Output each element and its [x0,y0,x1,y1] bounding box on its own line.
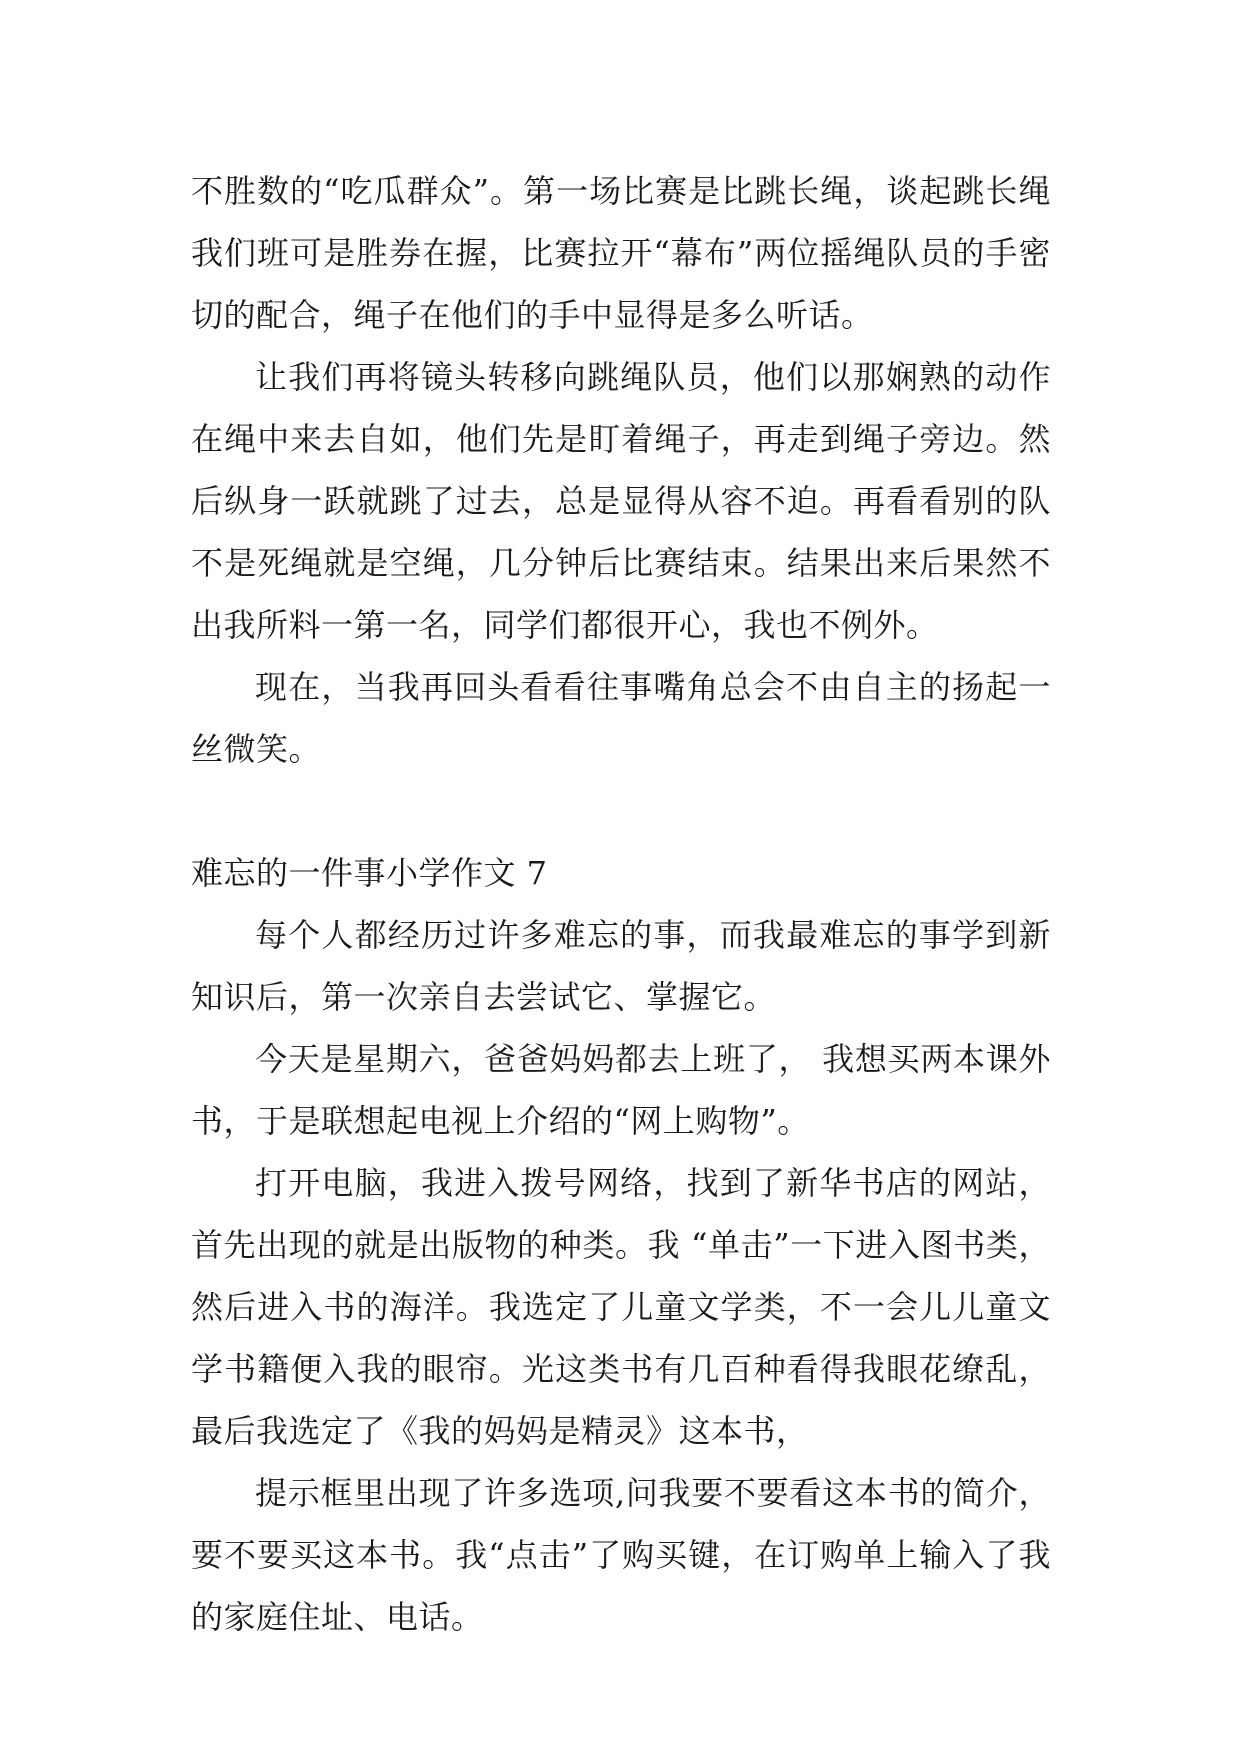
document-body [191,160,1051,1648]
paragraph-continuation: 不胜数的“吃瓜群众”。第一场比赛是比跳长绳，谈起跳长绳我们班可是胜券在握，比赛拉开“幕布”两位摇绳队员的手密切的配合，绳子在他们的手中显得是多么听话。 [191,172,1051,334]
paragraph-intro: 每个人都经历过许多难忘的事，而我最难忘的事学到新知识后，第一次亲自去尝试它、掌握它。 [191,916,1051,1016]
paragraph-jump-rope-team: 让我们再将镜头转移向跳绳队员，他们以那娴熟的动作在绳中来去自如，他们先是盯着绳子，再走到绳子旁边。然后纵身一跃就跳了过去，总是显得从容不迫。再看看别的队不是死绳就是空绳，几分钟后比赛结束。结果出来后果然不出我所料一第一名，同学们都很开心，我也不例外。 [191,358,1051,644]
paragraph-computer: 打开电脑，我进入拨号网络，找到了新华书店的网站，首先出现的就是出版物的种类。我 “单击”一下进入图书类，然后进入书的海洋。我选定了儿童文学类，不一会儿儿童文学书籍便入我的眼帘。光这类书有几百种看得我眼花缭乱，最后我选定了《我的妈妈是精灵》这本书， [191,1164,1051,1450]
paragraph-order: 提示框里出现了许多选项,问我要不要看这本书的简介，要不要买这本书。我“点击”了购买键，在订购单上输入了我的家庭住址、电话。 [191,1474,1051,1636]
paragraph-reflection: 现在，当我再回头看看往事嘴角总会不由自主的扬起一丝微笑。 [191,668,1051,768]
paragraph-saturday: 今天是星期六，爸爸妈妈都去上班了， 我想买两本课外书，于是联想起电视上介绍的“网上购物”。 [191,1040,1051,1140]
section-spacer [191,780,1051,842]
section-title: 难忘的一件事小学作文 7 [191,854,548,892]
